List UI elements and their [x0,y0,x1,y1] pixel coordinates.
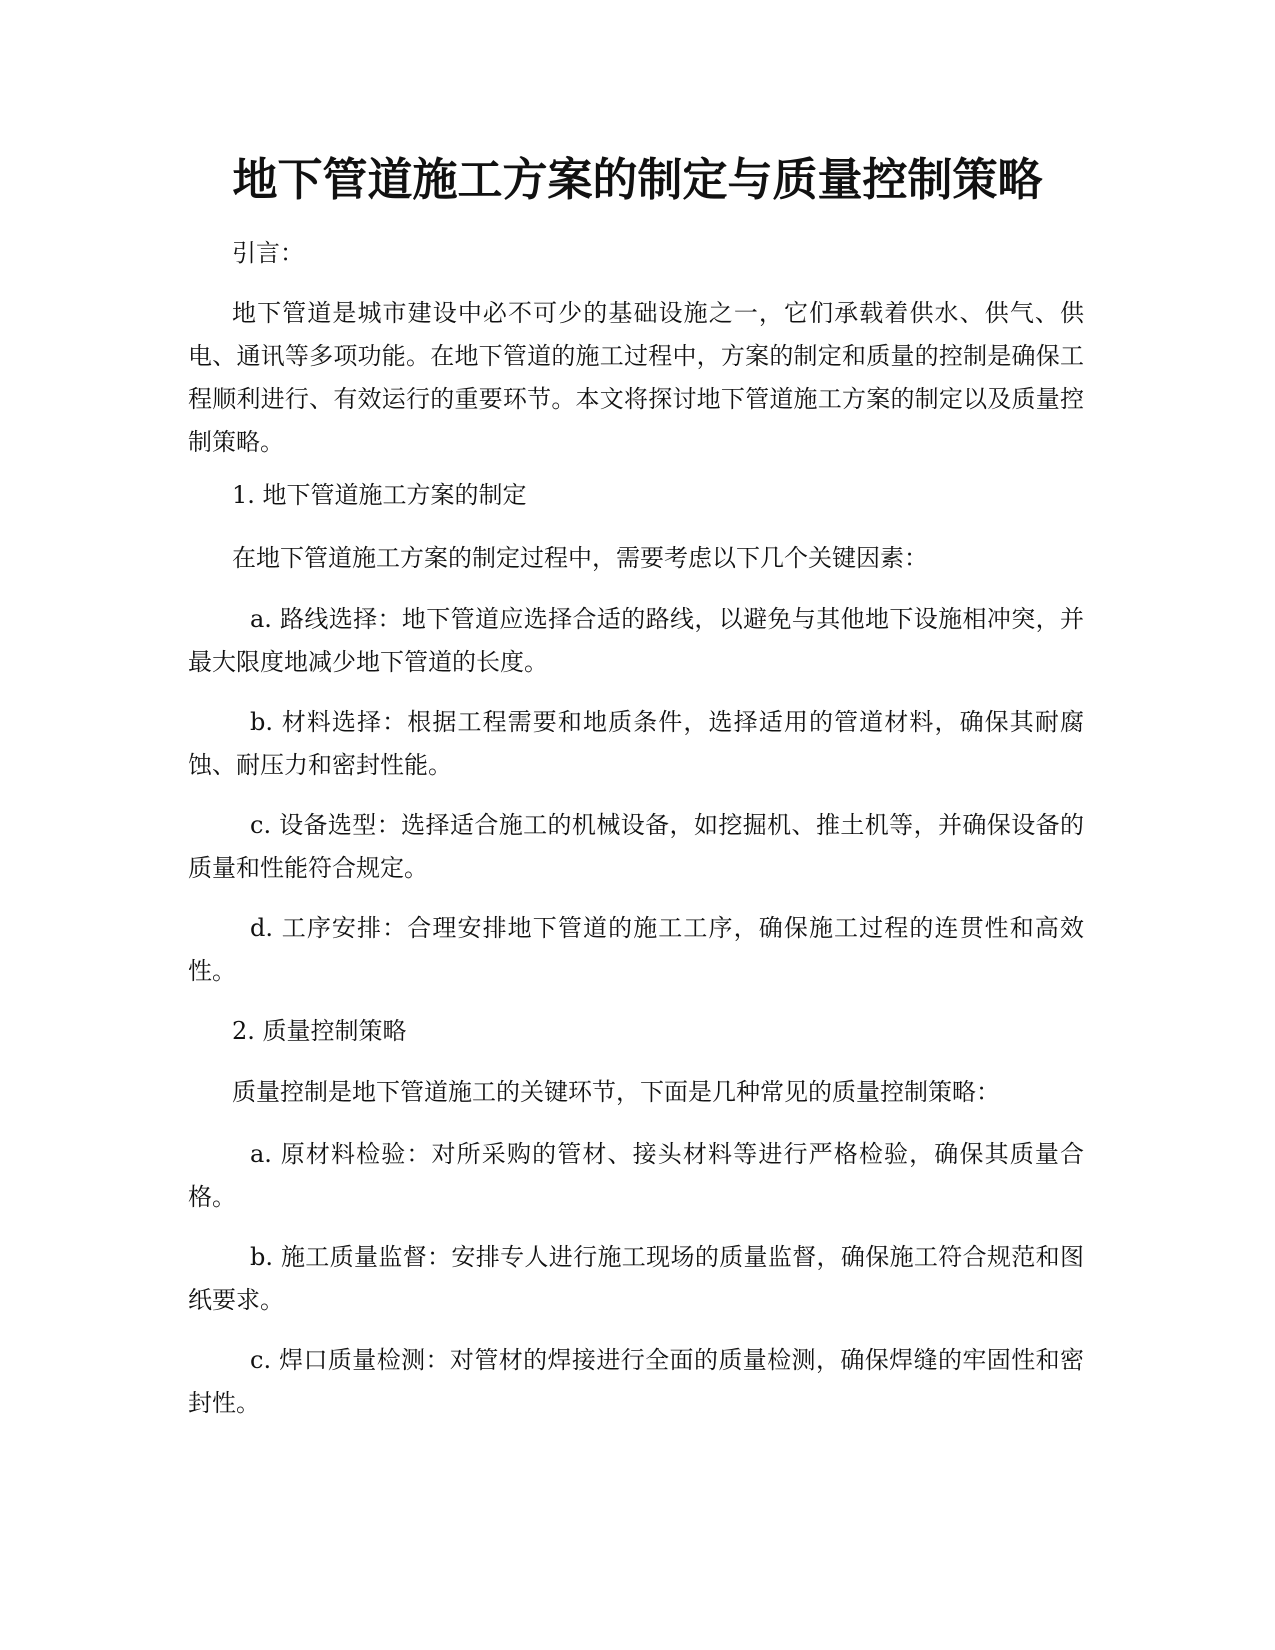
document-title: 地下管道施工方案的制定与质量控制策略 [232,153,1043,206]
intro-paragraph: 地下管道是城市建设中必不可少的基础设施之一，它们承载着供水、供气、供电、通讯等多项功能。在地下管道的施工过程中，方案的制定和质量的控制是确保工程顺利进行、有效运行的重要环节。本文将探讨地下管道施工方案的制定以及质量控制策略。 [188,299,1084,456]
section-2-item-a: a. 原材料检验：对所采购的管材、接头材料等进行严格检验，确保其质量合格。 [188,1140,1084,1211]
section-1-item-a: a. 路线选择：地下管道应选择合适的路线，以避免与其他地下设施相冲突，并最大限度地减少地下管道的长度。 [188,605,1084,676]
section-2-item-b: b. 施工质量监督：安排专人进行施工现场的质量监督，确保施工符合规范和图纸要求。 [188,1243,1084,1314]
intro-label: 引言： [232,239,304,267]
section-2-item-c: c. 焊口质量检测：对管材的焊接进行全面的质量检测，确保焊缝的牢固性和密封性。 [188,1346,1084,1417]
section-2-intro: 质量控制是地下管道施工的关键环节，下面是几种常见的质量控制策略： [232,1078,1000,1106]
section-2-heading: 2. 质量控制策略 [232,1017,407,1045]
section-1-item-b: b. 材料选择：根据工程需要和地质条件，选择适用的管道材料，确保其耐腐蚀、耐压力和密封性能。 [188,708,1084,779]
section-1-intro: 在地下管道施工方案的制定过程中，需要考虑以下几个关键因素： [232,544,928,572]
section-1-item-d: d. 工序安排：合理安排地下管道的施工工序，确保施工过程的连贯性和高效性。 [188,914,1084,985]
section-1-item-c: c. 设备选型：选择适合施工的机械设备，如挖掘机、推土机等，并确保设备的质量和性能符合规定。 [188,811,1084,882]
section-1-heading: 1. 地下管道施工方案的制定 [232,481,527,509]
